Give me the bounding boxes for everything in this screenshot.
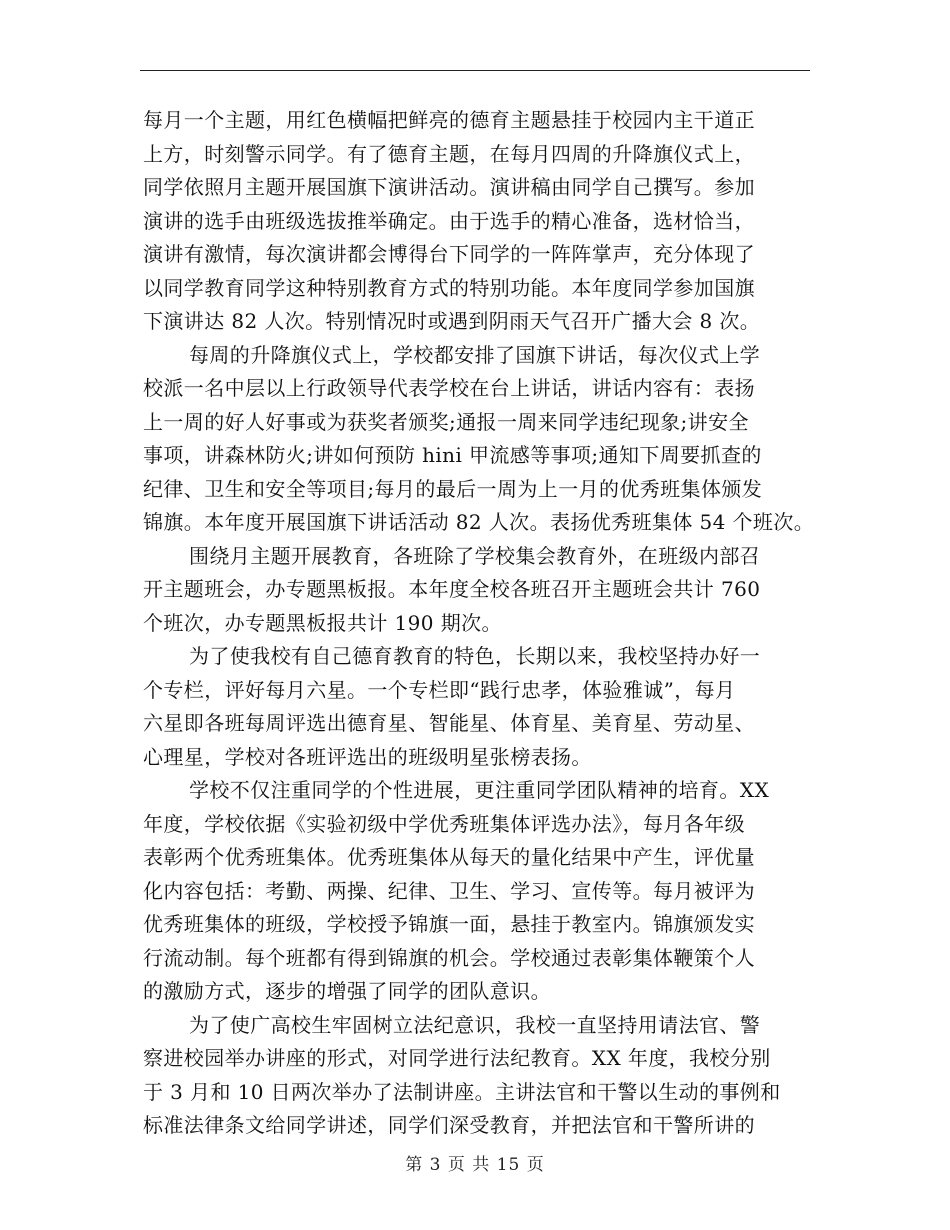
text-line: 上方，时刻警示同学。有了德育主题，在每月四周的升降旗仪式上， bbox=[143, 141, 755, 166]
document-body bbox=[143, 104, 843, 1143]
text-line: 为了使广高校生牢固树立法纪意识，我校一直坚持用请法官、警 bbox=[189, 1012, 761, 1037]
text-line: 同学依照月主题开展国旗下演讲活动。演讲稿由同学自己撰写。参加 bbox=[143, 175, 755, 199]
text-line: 纪律、卫生和安全等项目;每月的最后一周为上一月的优秀班集体颁发 bbox=[143, 476, 763, 501]
header-rule bbox=[140, 70, 810, 71]
text-line: 心理星，学校对各班评选出的班级明星张榜表扬。 bbox=[143, 744, 592, 769]
text-line: 个班次，办专题黑板报共计 190 期次。 bbox=[143, 610, 502, 635]
paragraph-2 bbox=[143, 339, 843, 540]
text-line: 化内容包括：考勤、两操、纪律、卫生、学习、宣传等。每月被评为 bbox=[143, 878, 755, 903]
page-number-footer: 第 3 页 共 15 页 bbox=[405, 1155, 545, 1175]
text-line: 围绕月主题开展教育，各班除了学校集会教育外，在班级内部召 bbox=[189, 543, 761, 568]
text-line: 察进校园举办讲座的形式，对同学进行法纪教育。XX 年度，我校分别 bbox=[143, 1046, 771, 1070]
text-line: 学校不仅注重同学的个性进展，更注重同学团队精神的培育。XX bbox=[189, 778, 770, 802]
text-line: 开主题班会，办专题黑板报。本年度全校各班召开主题班会共计 760 bbox=[143, 577, 761, 601]
paragraph-4 bbox=[143, 640, 843, 774]
paragraph-5 bbox=[143, 774, 843, 1009]
paragraph-6 bbox=[143, 1009, 843, 1143]
text-line: 六星即各班每周评选出德育星、智能星、体育星、美育星、劳动星、 bbox=[143, 711, 755, 735]
text-line: 演讲的选手由班级选拔推举确定。由于选手的精心准备，选材恰当， bbox=[143, 208, 755, 233]
text-line: 校派一名中层以上行政领导代表学校在台上讲话，讲话内容有：表扬 bbox=[143, 376, 755, 400]
text-line: 事项，讲森林防火;讲如何预防 hini 甲流感等事项;通知下周要抓查的 bbox=[143, 443, 762, 467]
text-line: 下演讲达 82 人次。特别情况时或遇到阴雨天气召开广播大会 8 次。 bbox=[143, 309, 761, 333]
text-line: 每月一个主题，用红色横幅把鲜亮的德育主题悬挂于校园内主干道正 bbox=[143, 108, 755, 132]
text-line: 个专栏，评好每月六星。一个专栏即“践行忠孝，体验雅诚”，每月 bbox=[143, 677, 736, 702]
text-line: 为了使我校有自己德育教育的特色，长期以来，我校坚持办好一 bbox=[189, 644, 761, 668]
text-line: 表彰两个优秀班集体。优秀班集体从每天的量化结果中产生，评优量 bbox=[143, 845, 755, 869]
text-line: 上一周的好人好事或为获奖者颁奖;通报一周来同学违纪现象;讲安全 bbox=[143, 409, 749, 434]
paragraph-3 bbox=[143, 540, 843, 641]
text-line: 年度，学校依据《实验初级中学优秀班集体评选办法》，每月各年级 bbox=[143, 811, 745, 836]
text-line: 每周的升降旗仪式上，学校都安排了国旗下讲话，每次仪式上学 bbox=[189, 342, 761, 367]
text-line: 以同学教育同学这种特别教育方式的特别功能。本年度同学参加国旗 bbox=[143, 275, 755, 300]
text-line: 标准法律条文给同学讲述，同学们深受教育，并把法官和干警所讲的 bbox=[143, 1113, 755, 1137]
text-line: 行流动制。每个班都有得到锦旗的机会。学校通过表彰集体鞭策个人 bbox=[143, 945, 755, 970]
text-line: 于 3 月和 10 日两次举办了法制讲座。主讲法官和干警以生动的事例和 bbox=[143, 1079, 781, 1104]
text-line: 优秀班集体的班级，学校授予锦旗一面，悬挂于教室内。锦旗颁发实 bbox=[143, 912, 755, 936]
text-line: 的激励方式，逐步的增强了同学的团队意识。 bbox=[143, 979, 551, 1003]
paragraph-1 bbox=[143, 104, 843, 339]
text-line: 锦旗。本年度开展国旗下讲话活动 82 人次。表扬优秀班集体 54 个班次。 bbox=[143, 510, 815, 534]
text-line: 演讲有激情，每次演讲都会博得台下同学的一阵阵掌声，充分体现了 bbox=[143, 242, 755, 266]
